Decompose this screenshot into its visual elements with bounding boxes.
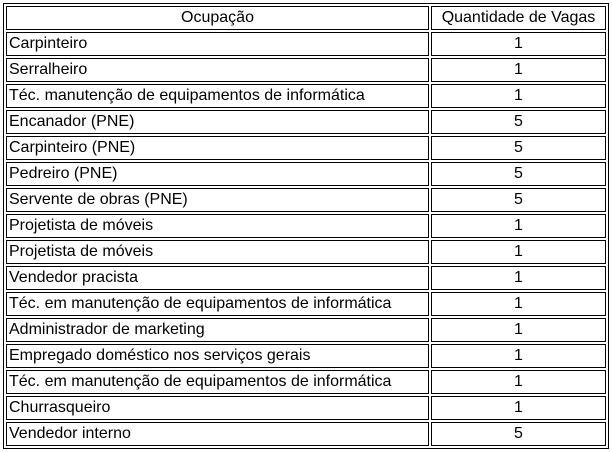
quantity-cell: 1: [431, 240, 606, 264]
quantity-cell: 5: [431, 162, 606, 186]
quantity-cell: 1: [431, 370, 606, 394]
table-row: [6, 422, 606, 446]
occupation-cell: Téc. em manutenção de equipamentos de informática: [6, 292, 429, 316]
occupation-cell: Servente de obras (PNE): [6, 188, 429, 212]
table-row: [6, 188, 606, 212]
quantity-cell: 1: [431, 396, 606, 420]
table-row: [6, 32, 606, 56]
occupation-cell: Administrador de marketing: [6, 318, 429, 342]
occupation-cell: Empregado doméstico nos serviços gerais: [6, 344, 429, 368]
table-row: [6, 110, 606, 134]
table-row: [6, 214, 606, 238]
occupation-cell: Projetista de móveis: [6, 214, 429, 238]
column-header-occupation: Ocupação: [6, 6, 429, 30]
quantity-cell: 1: [431, 84, 606, 108]
occupation-cell: Encanador (PNE): [6, 110, 429, 134]
job-openings-table: [4, 4, 608, 448]
occupation-cell: Projetista de móveis: [6, 240, 429, 264]
table-row: [6, 162, 606, 186]
column-header-quantity: Quantidade de Vagas: [431, 6, 606, 30]
occupation-cell: Téc. em manutenção de equipamentos de informática: [6, 370, 429, 394]
table-row: [6, 318, 606, 342]
occupation-cell: Téc. manutenção de equipamentos de informática: [6, 84, 429, 108]
quantity-cell: 1: [431, 344, 606, 368]
quantity-cell: 1: [431, 214, 606, 238]
table-row: [6, 58, 606, 82]
quantity-cell: 5: [431, 188, 606, 212]
table-row: [6, 266, 606, 290]
quantity-cell: 1: [431, 58, 606, 82]
table-row: [6, 292, 606, 316]
quantity-cell: 1: [431, 266, 606, 290]
table-row: [6, 84, 606, 108]
occupation-cell: Vendedor pracista: [6, 266, 429, 290]
occupation-cell: Carpinteiro (PNE): [6, 136, 429, 160]
occupation-cell: Serralheiro: [6, 58, 429, 82]
occupation-cell: Churrasqueiro: [6, 396, 429, 420]
table-row: [6, 396, 606, 420]
occupation-cell: Carpinteiro: [6, 32, 429, 56]
table-row: [6, 370, 606, 394]
table-row: [6, 136, 606, 160]
occupation-cell: Vendedor interno: [6, 422, 429, 446]
occupation-cell: Pedreiro (PNE): [6, 162, 429, 186]
quantity-cell: 1: [431, 32, 606, 56]
quantity-cell: 5: [431, 136, 606, 160]
quantity-cell: 5: [431, 110, 606, 134]
quantity-cell: 1: [431, 318, 606, 342]
quantity-cell: 5: [431, 422, 606, 446]
table-row: [6, 344, 606, 368]
table-header-row: [6, 6, 606, 30]
table-row: [6, 240, 606, 264]
quantity-cell: 1: [431, 292, 606, 316]
job-openings-table-frame: [3, 3, 609, 449]
